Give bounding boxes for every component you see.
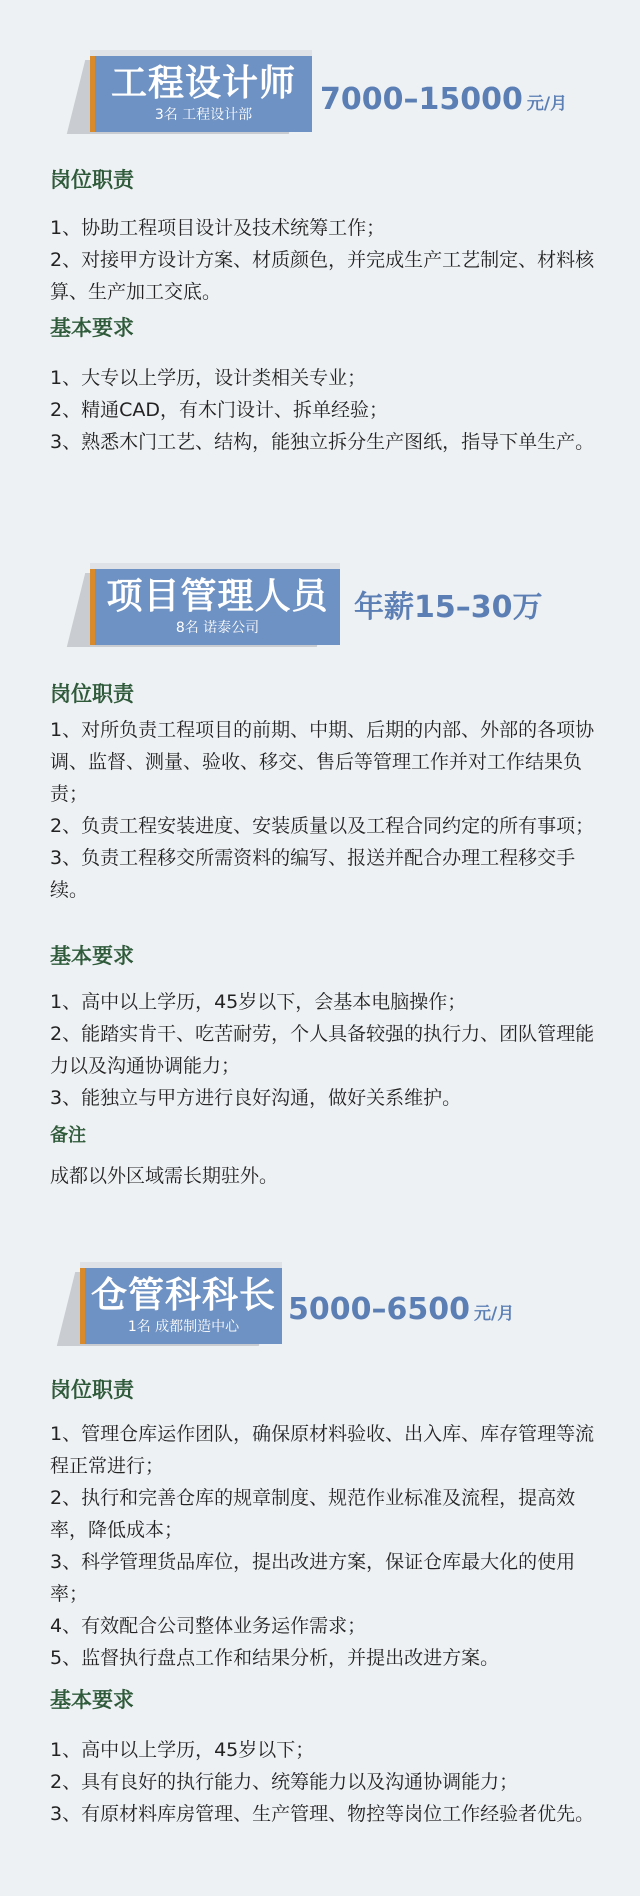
list-item: 3、能独立与甲方进行良好沟通，做好关系维护。: [50, 1087, 462, 1109]
salary-unit: 元/月: [526, 94, 568, 114]
list-item: 4、有效配合公司整体业务运作需求；: [50, 1615, 367, 1637]
list-item: 2、对接甲方设计方案、材质颜色，并完成生产工艺制定、材料核算、生产加工交底。: [50, 249, 595, 303]
list-item: 5、监督执行盘点工作和结果分析，并提出改进方案。: [50, 1647, 500, 1669]
section-heading-duties: 岗位职责: [50, 1378, 134, 1402]
list-item: 3、科学管理货品库位，提出改进方案，保证仓库最大化的使用率；: [50, 1551, 576, 1605]
list-item: 2、具有良好的执行能力、统筹能力以及沟通协调能力；: [50, 1771, 519, 1793]
list-item: 2、精通CAD，有木门设计、拆单经验；: [50, 399, 388, 421]
salary: [320, 80, 567, 124]
list-item: 2、执行和完善仓库的规章制度、规范作业标准及流程，提高效率，降低成本；: [50, 1487, 576, 1541]
duties-list: [50, 714, 600, 906]
job-headcount-department: 3名 工程设计部: [154, 107, 253, 123]
job-headcount-department: 8名 诺泰公司: [175, 620, 260, 636]
salary: [354, 588, 547, 632]
job-title-badge: [90, 50, 312, 134]
job-headcount-department: 1名 成都制造中心: [127, 1319, 240, 1335]
salary-amount: 年薪15–30万: [354, 590, 543, 625]
section-heading-note: 备注: [50, 1125, 86, 1146]
requirements-list: [50, 986, 600, 1114]
job-title: 仓管科科长: [90, 1275, 276, 1316]
badge-panel: [90, 56, 312, 132]
list-item: 1、高中以上学历，45岁以下，会基本电脑操作；: [50, 991, 467, 1013]
salary: [288, 1290, 514, 1334]
salary-amount: 5000–6500: [288, 1292, 470, 1327]
section-heading-requirements: 基本要求: [50, 1688, 134, 1712]
badge-panel: [80, 1268, 282, 1344]
list-item: 成都以外区域需长期驻外。: [50, 1165, 279, 1187]
section-heading-duties: 岗位职责: [50, 682, 134, 706]
section-heading-requirements: 基本要求: [50, 944, 134, 968]
list-item: 2、负责工程安装进度、安装质量以及工程合同约定的所有事项；: [50, 815, 595, 837]
list-item: 1、协助工程项目设计及技术统筹工作；: [50, 217, 386, 239]
job-title-badge: [90, 563, 340, 647]
list-item: 1、高中以上学历，45岁以下；: [50, 1739, 315, 1761]
duties-list: [50, 212, 600, 308]
list-item: 3、有原材料库房管理、生产管理、物控等岗位工作经验者优先。: [50, 1803, 595, 1825]
salary-unit: 元/月: [474, 1304, 515, 1324]
job-title-badge: [80, 1262, 282, 1346]
list-item: 1、对所负责工程项目的前期、中期、后期的内部、外部的各项协调、监督、测量、验收、移交、售后等管理工作并对工作结果负责；: [50, 719, 595, 805]
job-title: 项目管理人员: [106, 576, 329, 617]
section-heading-requirements: 基本要求: [50, 316, 134, 340]
list-item: 3、负责工程移交所需资料的编写、报送并配合办理工程移交手续。: [50, 847, 576, 901]
list-item: 2、能踏实肯干、吃苦耐劳，个人具备较强的执行力、团队管理能力以及沟通协调能力；: [50, 1023, 595, 1077]
list-item: 1、管理仓库运作团队，确保原材料验收、出入库、库存管理等流程正常进行；: [50, 1423, 595, 1477]
list-item: 1、大专以上学历，设计类相关专业；: [50, 367, 367, 389]
job-title: 工程设计师: [110, 63, 296, 104]
requirements-list: [50, 362, 600, 458]
note-text: [50, 1160, 600, 1192]
salary-amount: 7000–15000: [320, 82, 523, 117]
requirements-list: [50, 1734, 600, 1830]
list-item: 3、熟悉木门工艺、结构，能独立拆分生产图纸，指导下单生产。: [50, 431, 595, 453]
duties-list: [50, 1418, 600, 1674]
badge-panel: [90, 569, 340, 645]
section-heading-duties: 岗位职责: [50, 168, 134, 192]
